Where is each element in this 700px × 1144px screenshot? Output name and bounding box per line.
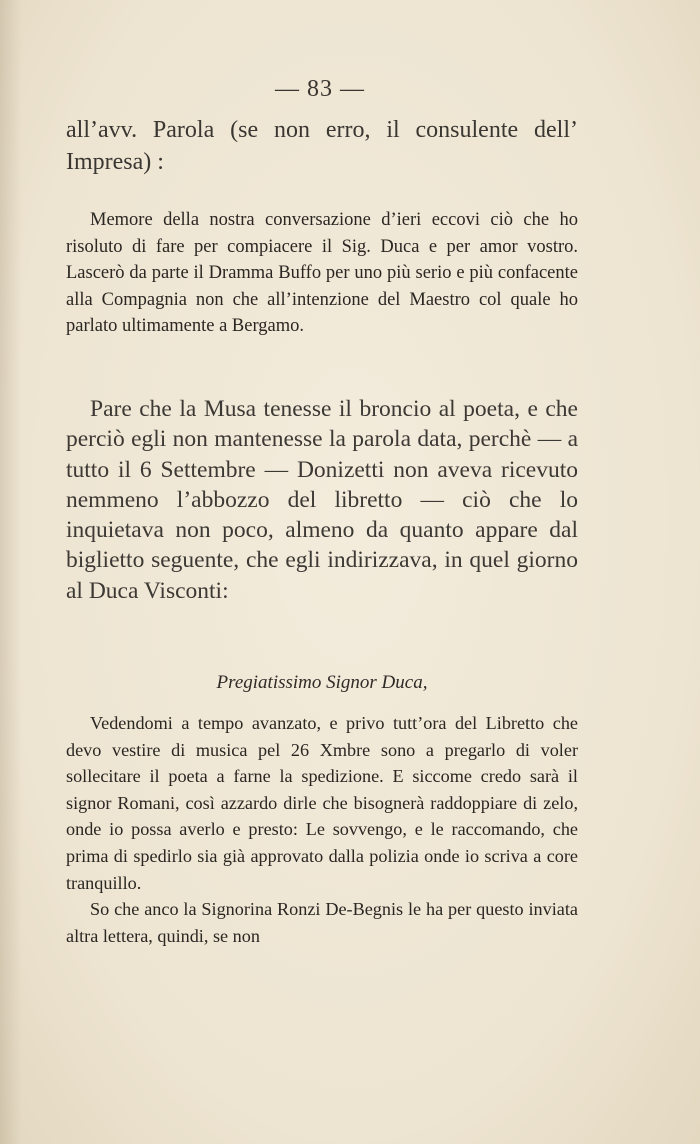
quoted-letter-romani — [66, 207, 578, 340]
narrative-text: Pare che la Musa tenesse il broncio al poeta, e che perciò egli non mantenesse la parola data, perchè — a tutto il 6 Settembre — Donizetti non aveva ricevuto nemmeno l’abbozzo del libretto — ciò che lo inquietava non poco, almeno da quanto appare dal biglietto seguente, che egli indirizzava, in quel giorno al Duca Visconti: — [66, 396, 578, 604]
intro-text: all’avv. Parola (se non erro, il consulente dell’ Impresa) : — [66, 117, 578, 175]
letter-paragraph-2: So che anco la Signorina Ronzi De-Begnis le ha per questo inviata altra lettera, quindi, se non — [66, 899, 578, 946]
letter-salutation: Pregiatissimo Signor Duca, — [216, 672, 428, 693]
donizetti-letter — [66, 710, 578, 949]
spine-shadow — [0, 0, 22, 1144]
quoted-letter-text: Memore della nostra conversazione d’ieri eccovi ciò che ho risoluto di fare per compiacere il Sig. Duca e per amor vostro. Lascerò da parte il Dramma Buffo per uno più serio e più confacente alla Compagnia non che all’intenzione del Maestro col quale ho parlato ultimamente a Bergamo. — [66, 210, 578, 336]
page-number: — 83 — — [275, 76, 365, 102]
letter-paragraph-1: Vedendomi a tempo avanzato, e privo tutt’ora del Libretto che devo vestire di musica pel 26 Xmbre sono a pregarlo di voler sollecitare il poeta a farne la spedizione. E siccome credo sarà il signor Romani, così azzardo dirle che bisognerà raddoppiare di zelo, onde io possa averlo e presto: Le sovvengo, e le raccomando, che prima di spedirlo sia già approvato dalla polizia onde io scriva a core tranquillo. — [66, 713, 578, 893]
narrative-paragraph — [66, 394, 578, 606]
intro-paragraph — [66, 114, 578, 178]
